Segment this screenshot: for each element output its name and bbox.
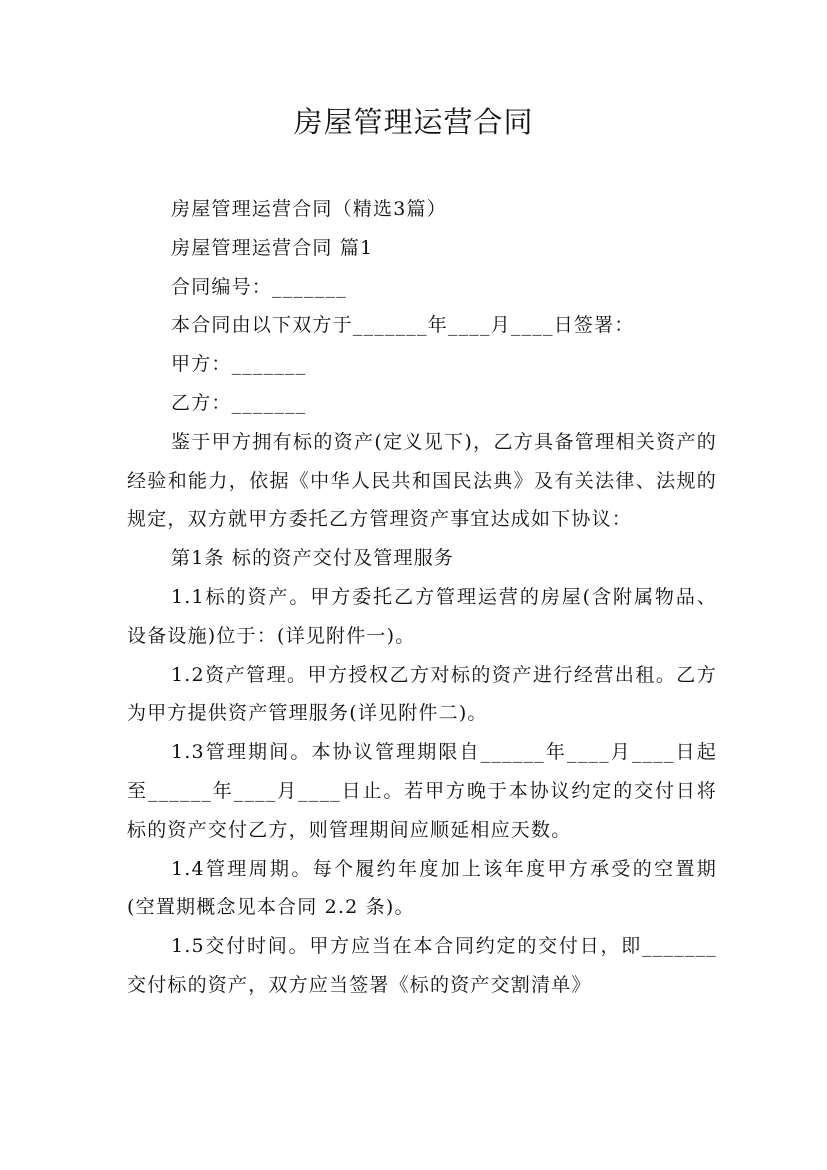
- paragraph-subtitle: 房屋管理运营合同（精选3篇）: [171, 198, 447, 220]
- paragraph-section-heading: 房屋管理运营合同 篇1: [171, 236, 374, 259]
- paragraph-contract-number: 合同编号：_______: [171, 275, 347, 298]
- paragraph-party-b: 乙方：_______: [171, 391, 307, 414]
- document-body: [127, 190, 717, 1005]
- paragraph-clause-1-4: 1.4管理周期。每个履约年度加上该年度甲方承受的空置期(空置期概念见本合同 2.2 条)。: [127, 857, 717, 919]
- paragraph-party-a: 甲方：_______: [171, 353, 307, 376]
- paragraph-preamble: 鉴于甲方拥有标的资产(定义见下)，乙方具备管理相关资产的经验和能力，依据《中华人民共和国民法典》及有关法律、法规的规定，双方就甲方委托乙方管理资产事宜达成如下协议：: [127, 430, 717, 531]
- paragraph-article-1-heading: 第1条 标的资产交付及管理服务: [171, 547, 455, 570]
- paragraph-clause-1-3: 1.3管理期间。本协议管理期限自______年____月____日起至______年____月____日止。若甲方晚于本协议约定的交付日将标的资产交付乙方，则管理期间应顺延相应天数。: [127, 741, 717, 841]
- document-title: 房屋管理运营合同: [293, 105, 534, 139]
- paragraph-clause-1-1: 1.1标的资产。甲方委托乙方管理运营的房屋(含附属物品、设备设施)位于：(详见附件一)。: [127, 585, 717, 647]
- paragraph-clause-1-2: 1.2资产管理。甲方授权乙方对标的资产进行经营出租。乙方为甲方提供资产管理服务(详见附件二)。: [127, 663, 717, 725]
- paragraph-signing-date: 本合同由以下双方于_______年____月____日签署：: [171, 314, 635, 337]
- paragraph-clause-1-5: 1.5交付时间。甲方应当在本合同约定的交付日，即_______交付标的资产，双方应当签署《标的资产交割清单》: [127, 935, 717, 996]
